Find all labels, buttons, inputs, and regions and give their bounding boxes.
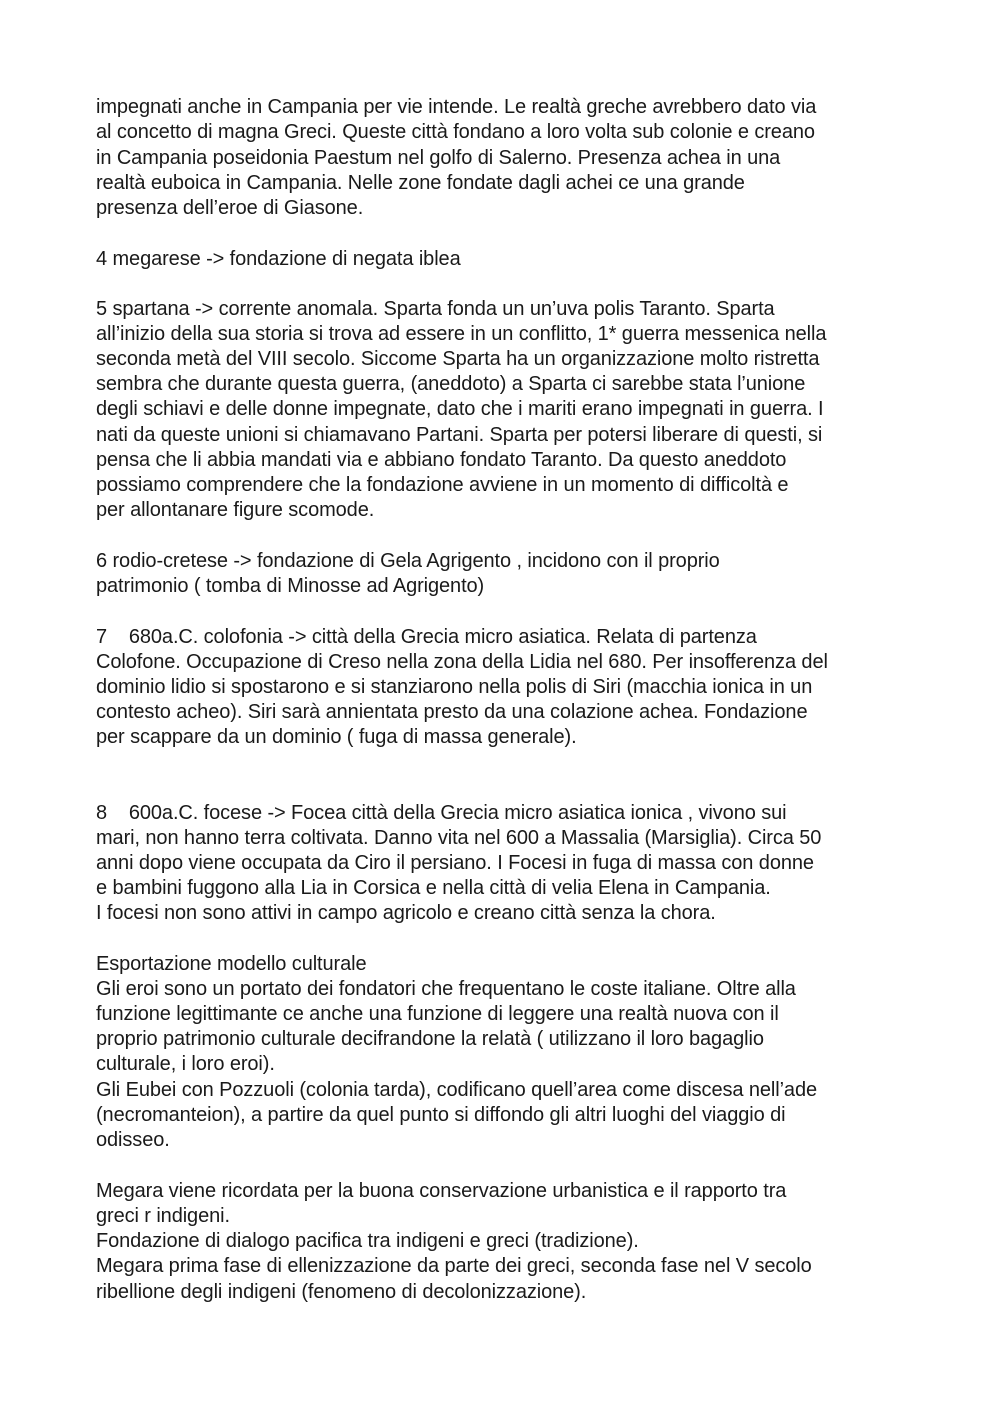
text-line: pensa che li abbia mandati via e abbiano fondato Taranto. Da questo aneddoto (96, 449, 787, 471)
text-line: 7 680a.C. colofonia -> città della Grecia micro asiatica. Relata di partenza (96, 626, 757, 648)
text-line: Colofone. Occupazione di Creso nella zona della Lidia nel 680. Per insofferenza del (96, 651, 828, 673)
text-line: 8 600a.C. focese -> Focea città della Grecia micro asiatica ionica , vivono sui (96, 802, 787, 824)
text-line: funzione legittimante ce anche una funzione di leggere una realtà nuova con il (96, 1003, 779, 1025)
text-line: Gli eroi sono un portato dei fondatori che frequentano le coste italiane. Oltre alla (96, 978, 796, 1000)
text-line: patrimonio ( tomba di Minosse ad Agrigento) (96, 575, 485, 597)
text-line: presenza dell’eroe di Giasone. (96, 197, 364, 219)
text-line: nati da queste unioni si chiamavano Partani. Sparta per potersi liberare di questi, si (96, 424, 823, 446)
text-line: 5 spartana -> corrente anomala. Sparta fonda un un’uva polis Taranto. Sparta (96, 298, 775, 320)
text-line: per scappare da un dominio ( fuga di massa generale). (96, 726, 577, 748)
text-line: anni dopo viene occupata da Ciro il persiano. I Focesi in fuga di massa con donne (96, 852, 814, 874)
text-line: (necromanteion), a partire da quel punto si diffondo gli altri luoghi del viaggio di (96, 1104, 786, 1126)
text-line: Fondazione di dialogo pacifica tra indigeni e greci (tradizione). (96, 1230, 639, 1252)
text-line: 6 rodio-cretese -> fondazione di Gela Agrigento , incidono con il proprio (96, 550, 720, 572)
text-line: ribellione degli indigeni (fenomeno di decolonizzazione). (96, 1281, 587, 1303)
text-line: 4 megarese -> fondazione di negata iblea (96, 248, 461, 270)
text-line: contesto acheo). Siri sarà annientata presto da una colazione achea. Fondazione (96, 701, 808, 723)
text-line: I focesi non sono attivi in campo agricolo e creano città senza la chora. (96, 902, 716, 924)
text-line: possiamo comprendere che la fondazione avviene in un momento di difficoltà e (96, 474, 789, 496)
text-line: proprio patrimonio culturale decifrandone la relatà ( utilizzano il loro bagaglio (96, 1028, 764, 1050)
text-line: impegnati anche in Campania per vie intende. Le realtà greche avrebbero dato via (96, 96, 817, 118)
text-line: Megara prima fase di ellenizzazione da parte dei greci, seconda fase nel V secolo (96, 1255, 812, 1277)
text-line: Megara viene ricordata per la buona conservazione urbanistica e il rapporto tra (96, 1180, 787, 1202)
section-heading: Esportazione modello culturale (96, 953, 367, 975)
text-line: odisseo. (96, 1129, 170, 1151)
text-line: culturale, i loro eroi). (96, 1053, 275, 1075)
text-line: e bambini fuggono alla Lia in Corsica e nella città di velia Elena in Campania. (96, 877, 771, 899)
text-line: degli schiavi e delle donne impegnate, dato che i mariti erano impegnati in guerra. I (96, 398, 824, 420)
text-line: greci r indigeni. (96, 1205, 230, 1227)
text-line: all’inizio della sua storia si trova ad essere in un conflitto, 1* guerra messenica nella (96, 323, 827, 345)
text-line: seconda metà del VIII secolo. Siccome Sparta ha un organizzazione molto ristretta (96, 348, 820, 370)
text-line: mari, non hanno terra coltivata. Danno vita nel 600 a Massalia (Marsiglia). Circa 50 (96, 827, 822, 849)
text-line: sembra che durante questa guerra, (aneddoto) a Sparta ci sarebbe stata l’unione (96, 373, 806, 395)
text-line: per allontanare figure scomode. (96, 499, 375, 521)
text-line: al concetto di magna Greci. Queste città fondano a loro volta sub colonie e creano (96, 121, 815, 143)
text-line: in Campania poseidonia Paestum nel golfo di Salerno. Presenza achea in una (96, 147, 781, 169)
text-line: dominio lidio si spostarono e si stanziarono nella polis di Siri (macchia ionica in un (96, 676, 813, 698)
text-line: Gli Eubei con Pozzuoli (colonia tarda), codificano quell’area come discesa nell’ade (96, 1079, 817, 1101)
text-line: realtà euboica in Campania. Nelle zone fondate dagli achei ce una grande (96, 172, 745, 194)
